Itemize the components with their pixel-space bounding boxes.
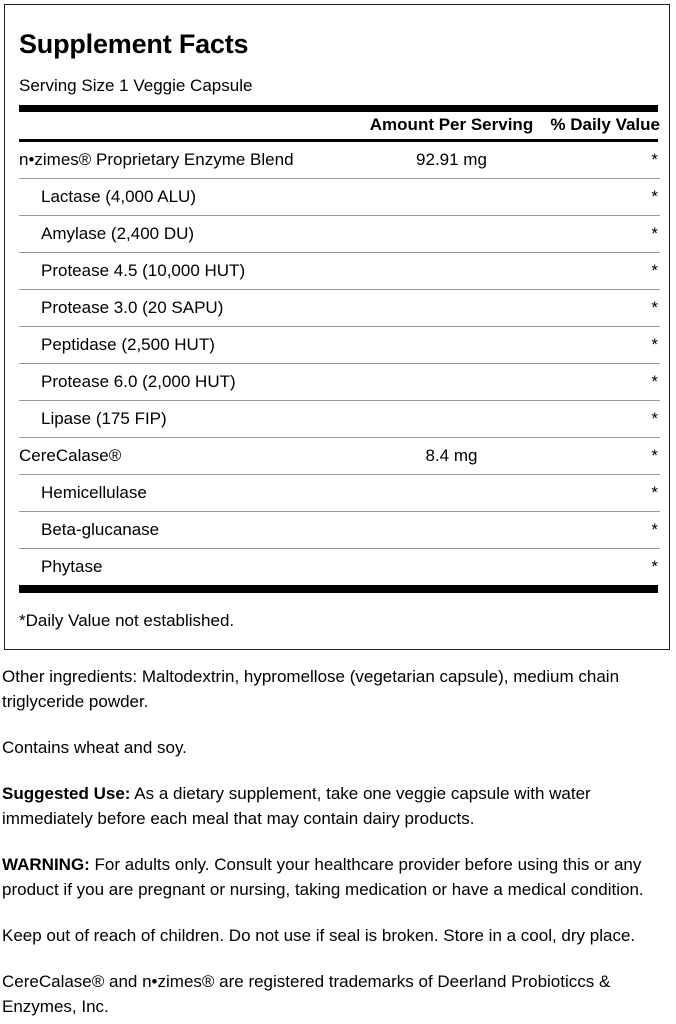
nutrient-name: Hemicellulase xyxy=(19,475,364,512)
supplement-facts-panel xyxy=(4,4,670,650)
label-body-copy xyxy=(0,664,676,1019)
nutrient-amount: 92.91 mg xyxy=(416,150,487,169)
table-row xyxy=(19,401,660,438)
nutrient-name: n•zimes® Proprietary Enzyme Blend xyxy=(19,150,294,169)
suggested-use-paragraph xyxy=(2,781,662,831)
nutrient-name: Lactase (4,000 ALU) xyxy=(19,179,364,216)
nutrient-amount: 8.4 mg xyxy=(364,438,539,475)
table-row xyxy=(19,438,660,475)
panel-title: Supplement Facts xyxy=(19,29,249,59)
nutrient-amount xyxy=(364,512,539,549)
header-thick-rule xyxy=(19,105,658,112)
table-row xyxy=(19,364,660,401)
nutrient-amount xyxy=(364,549,539,586)
nutrient-daily-value: * xyxy=(539,475,660,512)
warning-paragraph xyxy=(2,852,662,902)
nutrient-daily-value: * xyxy=(539,438,660,475)
nutrient-daily-value: * xyxy=(651,150,658,169)
nutrient-daily-value: * xyxy=(539,290,660,327)
nutrient-amount xyxy=(364,475,539,512)
nutrient-daily-value: * xyxy=(539,253,660,290)
footer-thick-rule xyxy=(19,585,658,593)
suggested-use-label: Suggested Use: xyxy=(2,784,131,803)
nutrient-daily-value: * xyxy=(539,549,660,586)
nutrient-name: Protease 4.5 (10,000 HUT) xyxy=(19,253,364,290)
nutrient-daily-value: * xyxy=(539,364,660,401)
nutrient-name: Peptidase (2,500 HUT) xyxy=(19,327,364,364)
table-row xyxy=(19,179,660,216)
nutrient-daily-value: * xyxy=(539,401,660,438)
warning-label: WARNING: xyxy=(2,855,90,874)
nutrient-name: Protease 6.0 (2,000 HUT) xyxy=(19,364,364,401)
storage-paragraph: Keep out of reach of children. Do not use if seal is broken. Store in a cool, dry place. xyxy=(2,926,636,945)
nutrient-daily-value: * xyxy=(539,327,660,364)
table-row xyxy=(19,327,660,364)
table-row xyxy=(19,253,660,290)
table-row xyxy=(19,142,660,179)
nutrition-rows xyxy=(19,142,660,585)
nutrient-amount xyxy=(364,364,539,401)
serving-size-text: Serving Size 1 Veggie Capsule xyxy=(19,76,253,95)
column-header-percent-daily-value: % Daily Value xyxy=(550,115,660,134)
other-ingredients-paragraph: Other ingredients: Maltodextrin, hypromellose (vegetarian capsule), medium chain triglyceride powder. xyxy=(2,667,620,711)
suggested-use-text: As a dietary supplement, take one veggie capsule with water immediately before each meal that may contain dairy products. xyxy=(2,784,591,828)
allergen-statement: Contains wheat and soy. xyxy=(2,738,187,757)
nutrient-amount xyxy=(364,179,539,216)
trademark-paragraph: CereCalase® and n•zimes® are registered trademarks of Deerland Probioticcs & Enzymes, Inc. xyxy=(2,972,611,1016)
nutrient-amount xyxy=(364,401,539,438)
nutrient-daily-value: * xyxy=(539,512,660,549)
table-row xyxy=(19,512,660,549)
nutrient-name: Beta-glucanase xyxy=(19,512,364,549)
nutrition-table xyxy=(19,112,660,139)
table-row xyxy=(19,475,660,512)
nutrient-name: Amylase (2,400 DU) xyxy=(19,216,364,253)
nutrient-amount xyxy=(364,327,539,364)
column-header-name xyxy=(19,112,364,139)
nutrient-name: Protease 3.0 (20 SAPU) xyxy=(19,290,364,327)
table-row xyxy=(19,549,660,586)
table-row xyxy=(19,216,660,253)
nutrition-table-body xyxy=(19,142,660,585)
nutrient-name: Phytase xyxy=(19,549,364,586)
daily-value-footnote: *Daily Value not established. xyxy=(19,611,235,630)
nutrient-daily-value: * xyxy=(539,179,660,216)
nutrient-amount xyxy=(364,216,539,253)
table-header-row xyxy=(19,112,660,139)
nutrient-name: Lipase (175 FIP) xyxy=(19,401,364,438)
column-header-amount-per-serving: Amount Per Serving xyxy=(369,115,534,134)
nutrient-daily-value: * xyxy=(539,216,660,253)
nutrient-name: CereCalase® xyxy=(19,438,364,475)
nutrient-amount xyxy=(364,290,539,327)
warning-text: For adults only. Consult your healthcare provider before using this or any product if you are pregnant or nursing, taking medication or have a medical condition. xyxy=(2,855,644,899)
table-row xyxy=(19,290,660,327)
nutrient-amount xyxy=(364,253,539,290)
